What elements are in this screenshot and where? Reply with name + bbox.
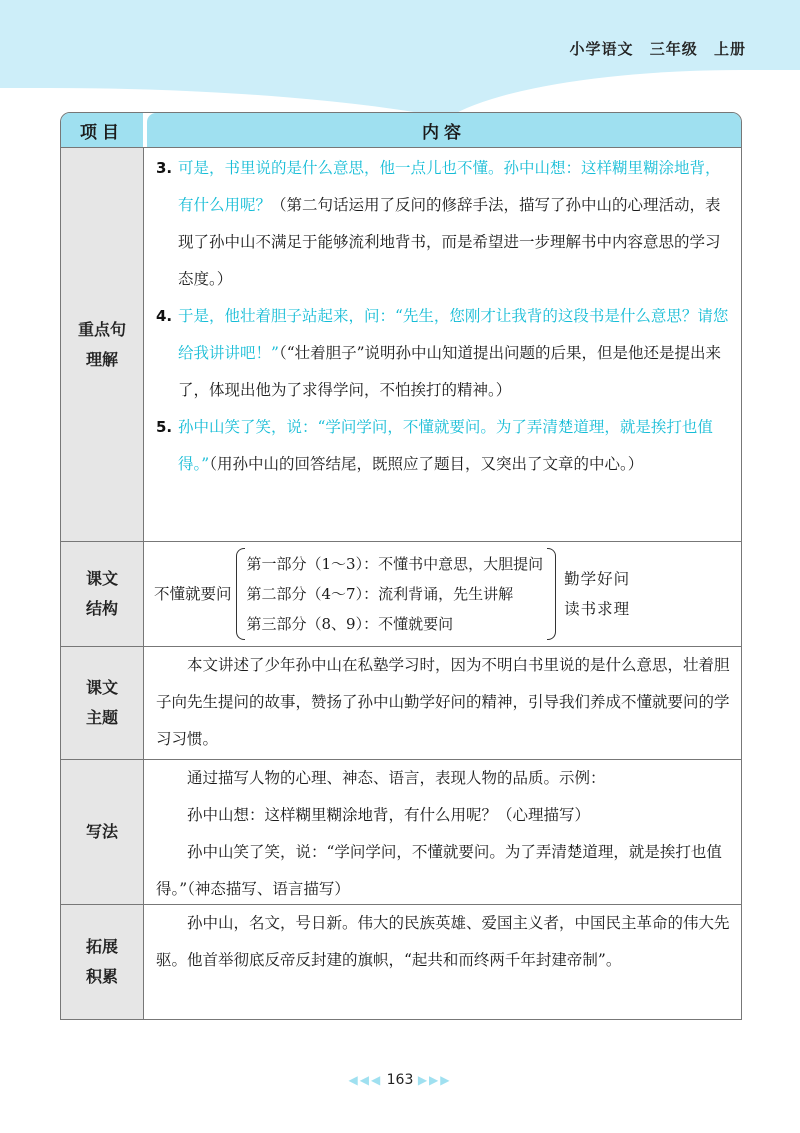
extension-text: 孙中山，名文，号日新。伟大的民族英雄、爱国主义者，中国民主革命的伟大先驱。他首举彻底反帝反封建的旗帜，“起共和而终两千年封建帝制”。: [156, 914, 730, 969]
structure-content: [144, 542, 741, 646]
list-item: [156, 409, 731, 483]
writing-line: 通过描写人物的心理、神态、语言，表现人物的品质。示例：: [187, 769, 606, 787]
structure-part: 第一部分（1～3）：不懂书中意思，大胆提问: [246, 555, 544, 573]
notes-table: [60, 112, 742, 1020]
row-label-structure: 课文 结构: [61, 542, 144, 646]
writing-line: 孙中山想：这样糊里糊涂地背，有什么用呢？（心理描写）: [187, 806, 591, 824]
key-sentences-content: [144, 148, 741, 541]
running-header: [569, 38, 746, 59]
summary-line: 读书求理: [564, 600, 631, 618]
header-volume: 上册: [713, 40, 746, 58]
row-label-key-sentences: 重点句 理解: [61, 148, 144, 541]
table-header: [61, 113, 741, 147]
row-label-theme: 课文 主题: [61, 647, 144, 759]
item-number: 5.: [156, 418, 173, 436]
item-number: 3.: [156, 159, 173, 177]
structure-parts: [247, 549, 544, 639]
left-arrows-icon: ◀◀◀: [348, 1073, 383, 1087]
item-number: 4.: [156, 307, 173, 325]
sentence-quote: 可是，书里说的是什么意思，他一点儿也不懂。孙中山想：这样糊里糊涂地背，有什么用呢？: [178, 159, 721, 214]
page-number: 163: [386, 1072, 414, 1088]
summary-line: 勤学好问: [564, 570, 631, 588]
row-key-sentences: [61, 147, 741, 541]
structure-part: 第二部分（4～7）：流利背诵，先生讲解: [246, 585, 514, 603]
list-item: [156, 150, 731, 298]
list-item: [156, 298, 731, 409]
theme-content: [144, 647, 741, 759]
writing-line: 孙中山笑了笑，说：“学问学问，不懂就要问。为了弄清楚道理，就是挨打也值得。”（神态描写、语言描写）: [156, 843, 722, 898]
sentence-note: （用孙中山的回答结尾，既照应了题目，又突出了文章的中心。）: [209, 455, 644, 473]
header-content: 内容: [147, 113, 741, 147]
page-footer: [0, 1072, 800, 1088]
row-theme: [61, 646, 741, 759]
left-brace: [236, 548, 245, 640]
sentence-note: （第二句话运用了反问的修辞手法，描写了孙中山的心理活动，表现了孙中山不满足于能够流利地背书，而是希望进一步理解书中内容意思的学习态度。）: [178, 196, 721, 288]
structure-diagram: [154, 542, 731, 646]
right-arrows-icon: ▶▶▶: [417, 1073, 452, 1087]
theme-text: 本文讲述了少年孙中山在私塾学习时，因为不明白书里说的是什么意思，壮着胆子向先生提问的故事，赞扬了孙中山勤学好问的精神，引导我们养成不懂就要问的学习习惯。: [156, 656, 730, 748]
row-label-extension: 拓展 积累: [61, 905, 144, 1019]
writing-content: [144, 760, 741, 904]
right-brace: [547, 548, 556, 640]
structure-part: 第三部分（8、9）：不懂就要问: [246, 615, 454, 633]
row-label-writing: 写法: [61, 760, 144, 904]
header-subject: 小学语文: [569, 40, 634, 58]
row-structure: [61, 541, 741, 646]
header-decoration: [0, 0, 800, 118]
row-writing: [61, 759, 741, 904]
header-grade: 三年级: [649, 40, 698, 58]
extension-content: [144, 905, 741, 1019]
sentence-quote: 孙中山笑了笑，说：“学问学问，不懂就要问。为了弄清楚道理，就是挨打也值得。”: [178, 418, 713, 473]
sentence-note: （“壮着胆子”说明孙中山知道提出问题的后果，但是他还是提出来了，体现出他为了求得学问，不怕挨打的精神。）: [178, 344, 722, 399]
header-item: 项目: [61, 113, 143, 147]
structure-summary: [564, 564, 630, 624]
row-extension: [61, 904, 741, 1019]
sentence-quote: 于是，他壮着胆子站起来，问：“先生，您刚才让我背的这段书是什么意思？请您给我讲讲吧！”: [178, 307, 729, 362]
structure-title: 不懂就要问: [154, 584, 232, 603]
